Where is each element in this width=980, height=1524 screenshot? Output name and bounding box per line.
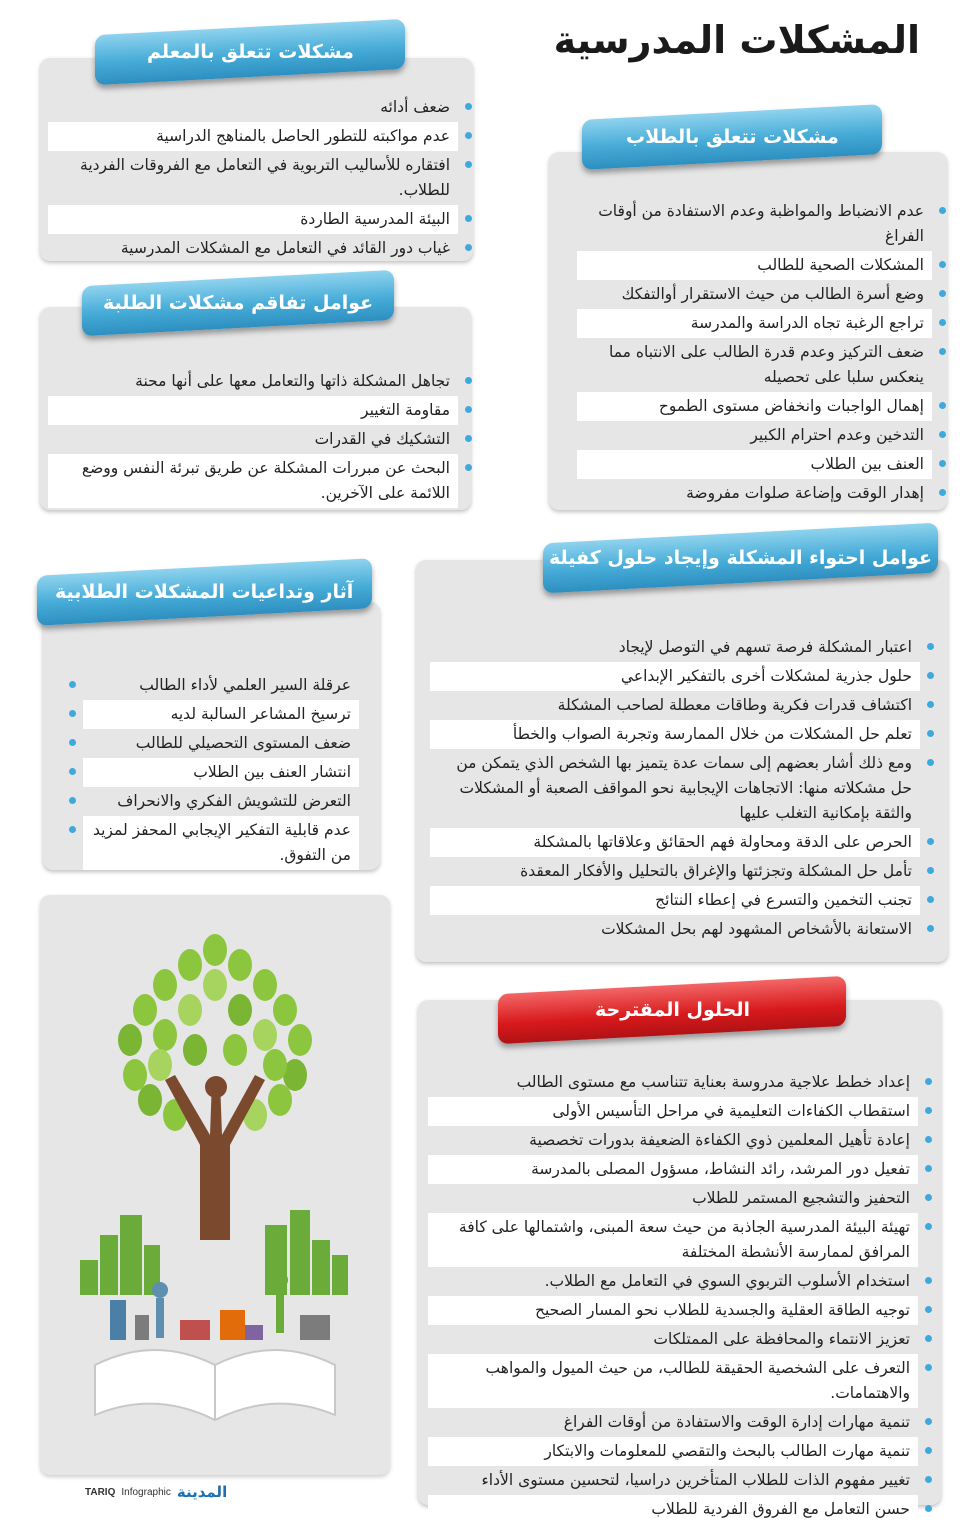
- containment-factors-list: [430, 633, 920, 944]
- list-item: تفعيل دور المرشد، رائد النشاط، مسؤول المصلى بالمدرسة: [428, 1155, 918, 1184]
- list-item: العنف بين الطلاب: [577, 450, 932, 479]
- list-item: تعزيز الانتماء والمحافظة على الممتلكات: [428, 1325, 918, 1354]
- list-item: انتشار العنف بين الطلاب: [83, 758, 359, 787]
- list-item: التشكيك في القدرات: [48, 425, 458, 454]
- student-problems-list: [577, 197, 932, 508]
- solutions-heading: الحلول المقترحة: [498, 976, 846, 1044]
- tree-trunk: [165, 1075, 265, 1240]
- list-item: تنمية مهارات إدارة الوقت والاستفادة من أوقات الفراغ: [428, 1408, 918, 1437]
- list-item: التعرض للتشويش الفكري والانحراف: [83, 787, 359, 816]
- list-item: اعتبار المشكلة فرصة تسهم في التوصل لإيجاد: [430, 633, 920, 662]
- newspaper-logo: المدينة: [176, 1483, 228, 1501]
- list-item: عدم الانضباط والمواظبة وعدم الاستفادة من أوقات الفراغ: [577, 197, 932, 251]
- aggravation-factors-list: [48, 367, 458, 508]
- effects-list: [83, 671, 359, 870]
- list-item: افتقاره للأساليب التربوية في التعامل مع الفروقات الفردية للطلاب.: [48, 151, 458, 205]
- list-item: ترسيخ المشاعر السالبة لديه: [83, 700, 359, 729]
- list-item: التعرف على الشخصية الحقيقة للطالب، من حيث الميول والمواهب والاهتمامات.: [428, 1354, 918, 1408]
- list-item: عدم مواكبته للتطور الحاصل بالمناهج الدراسية: [48, 122, 458, 151]
- teacher-problems-heading: مشكلات تتعلق بالمعلم: [95, 19, 405, 85]
- list-item: اكتشاف قدرات فكرية وطاقات معطلة لصاحب المشكلة: [430, 691, 920, 720]
- tree-book-illustration: [40, 895, 390, 1475]
- list-item: تعلم حل المشكلات من خلال الممارسة وتجربة الصواب والخطأ: [430, 720, 920, 749]
- list-item: تجنب التخمين والتسرع في إعطاء النتائج: [430, 886, 920, 915]
- page-title: المشكلات المدرسية: [553, 18, 920, 62]
- list-item: البيئة المدرسية الطاردة: [48, 205, 458, 234]
- list-item: ضعف المستوى التحصيلي للطالب: [83, 729, 359, 758]
- footer-suffix: Infographic: [121, 1486, 171, 1498]
- list-item: عدم قابلية التفكير الإيجابي المحفز لمزيد من التفوق.: [83, 816, 359, 870]
- effects-heading: آثار وتداعيات المشكلات الطلابية: [37, 558, 372, 626]
- list-item: حسن التعامل مع الفروق الفردية للطلاب: [428, 1495, 918, 1524]
- list-item: ضعف أدائه: [48, 93, 458, 122]
- solutions-list: [428, 1068, 918, 1524]
- footer-brand: TARIQ: [85, 1486, 116, 1498]
- list-item: تأمل حل المشكلة وتجزئتها والإغراق بالتحليل والأفكار المعقدة: [430, 857, 920, 886]
- list-item: تراجع الرغبة تجاه الدراسة والمدرسة: [577, 309, 932, 338]
- list-item: مقاومة التغيير: [48, 396, 458, 425]
- teacher-problems-list: [48, 93, 458, 263]
- list-item: ومع ذلك أشار بعضهم إلى سمات عدة يتميز بها الشخص الذي يتمكن من حل مشكلاته منها: الاتجاهات الإيجابية نحو المواقف الصعبة أو المشكلات والثقة بإمكانية التغلب عليها: [430, 749, 920, 828]
- list-item: حلول جذرية لمشكلات أخرى بالتفكير الإبداعي: [430, 662, 920, 691]
- list-item: إهدار الوقت وإضاعة صلوات مفروضة: [577, 479, 932, 508]
- list-item: تهيئة البيئة المدرسية الجاذبة من حيث سعة المبنى، واشتمالها على كافة المرافق لممارسة الأنشطة المختلفة: [428, 1213, 918, 1267]
- list-item: التدخين وعدم احترام الكبير: [577, 421, 932, 450]
- list-item: تغيير مفهوم الذات للطلاب المتأخرين دراسيا، لتحسين مستوى الأداء: [428, 1466, 918, 1495]
- footer-credit: [85, 1483, 227, 1501]
- list-item: تنمية مهارت الطالب بالبحث والتقصي للمعلومات والابتكار: [428, 1437, 918, 1466]
- list-item: الاستعانة بالأشخاص المشهود لهم بحل المشكلات: [430, 915, 920, 944]
- tree-illustration-svg: [40, 895, 390, 1475]
- list-item: التحفيز والتشجيع المستمر للطلاب: [428, 1184, 918, 1213]
- list-item: الحرص على الدقة ومحاولة فهم الحقائق وعلاقاتها بالمشكلة: [430, 828, 920, 857]
- list-item: ضعف التركيز وعدم قدرة الطالب على الانتباه مما ينعكس سلبا على تحصيله: [577, 338, 932, 392]
- list-item: إهمال الواجبات وانخفاض مستوى الطموح: [577, 392, 932, 421]
- student-problems-heading: مشكلات تتعلق بالطلاب: [582, 104, 882, 170]
- list-item: إعادة تأهيل المعلمين ذوي الكفاءة الضعيفة بدورات تخصصية: [428, 1126, 918, 1155]
- list-item: إعداد خطط علاجية مدروسة بعناية تتناسب مع مستوى الطالب: [428, 1068, 918, 1097]
- list-item: استخدام الأسلوب التربوي السوي في التعامل مع الطلاب.: [428, 1267, 918, 1296]
- list-item: تجاهل المشكلة ذاتها والتعامل معها على أنها محنة: [48, 367, 458, 396]
- aggravation-factors-heading: عوامل تفاقم مشكلات الطلبة: [82, 270, 394, 336]
- list-item: المشكلات الصحية للطالب: [577, 251, 932, 280]
- tree-figure-head: [205, 1076, 227, 1098]
- list-item: عرقلة السير العلمي لأداء الطالب: [83, 671, 359, 700]
- containment-factors-heading: عوامل احتواء المشكلة وإيجاد حلول كفيلة: [543, 523, 938, 594]
- list-item: توجيه الطاقة العقلية والجسدية للطلاب نحو المسار الصحيح: [428, 1296, 918, 1325]
- list-item: استقطاب الكفاءات التعليمية في مراحل التأسيس الأولى: [428, 1097, 918, 1126]
- list-item: غياب دور القائد في التعامل مع المشكلات المدرسية: [48, 234, 458, 263]
- list-item: البحث عن مبررات المشكلة عن طريق تبرئة النفس ووضع اللائمة على الآخرين.: [48, 454, 458, 508]
- list-item: وضع أسرة الطالب من حيث الاستقرار أوالتفكك: [577, 280, 932, 309]
